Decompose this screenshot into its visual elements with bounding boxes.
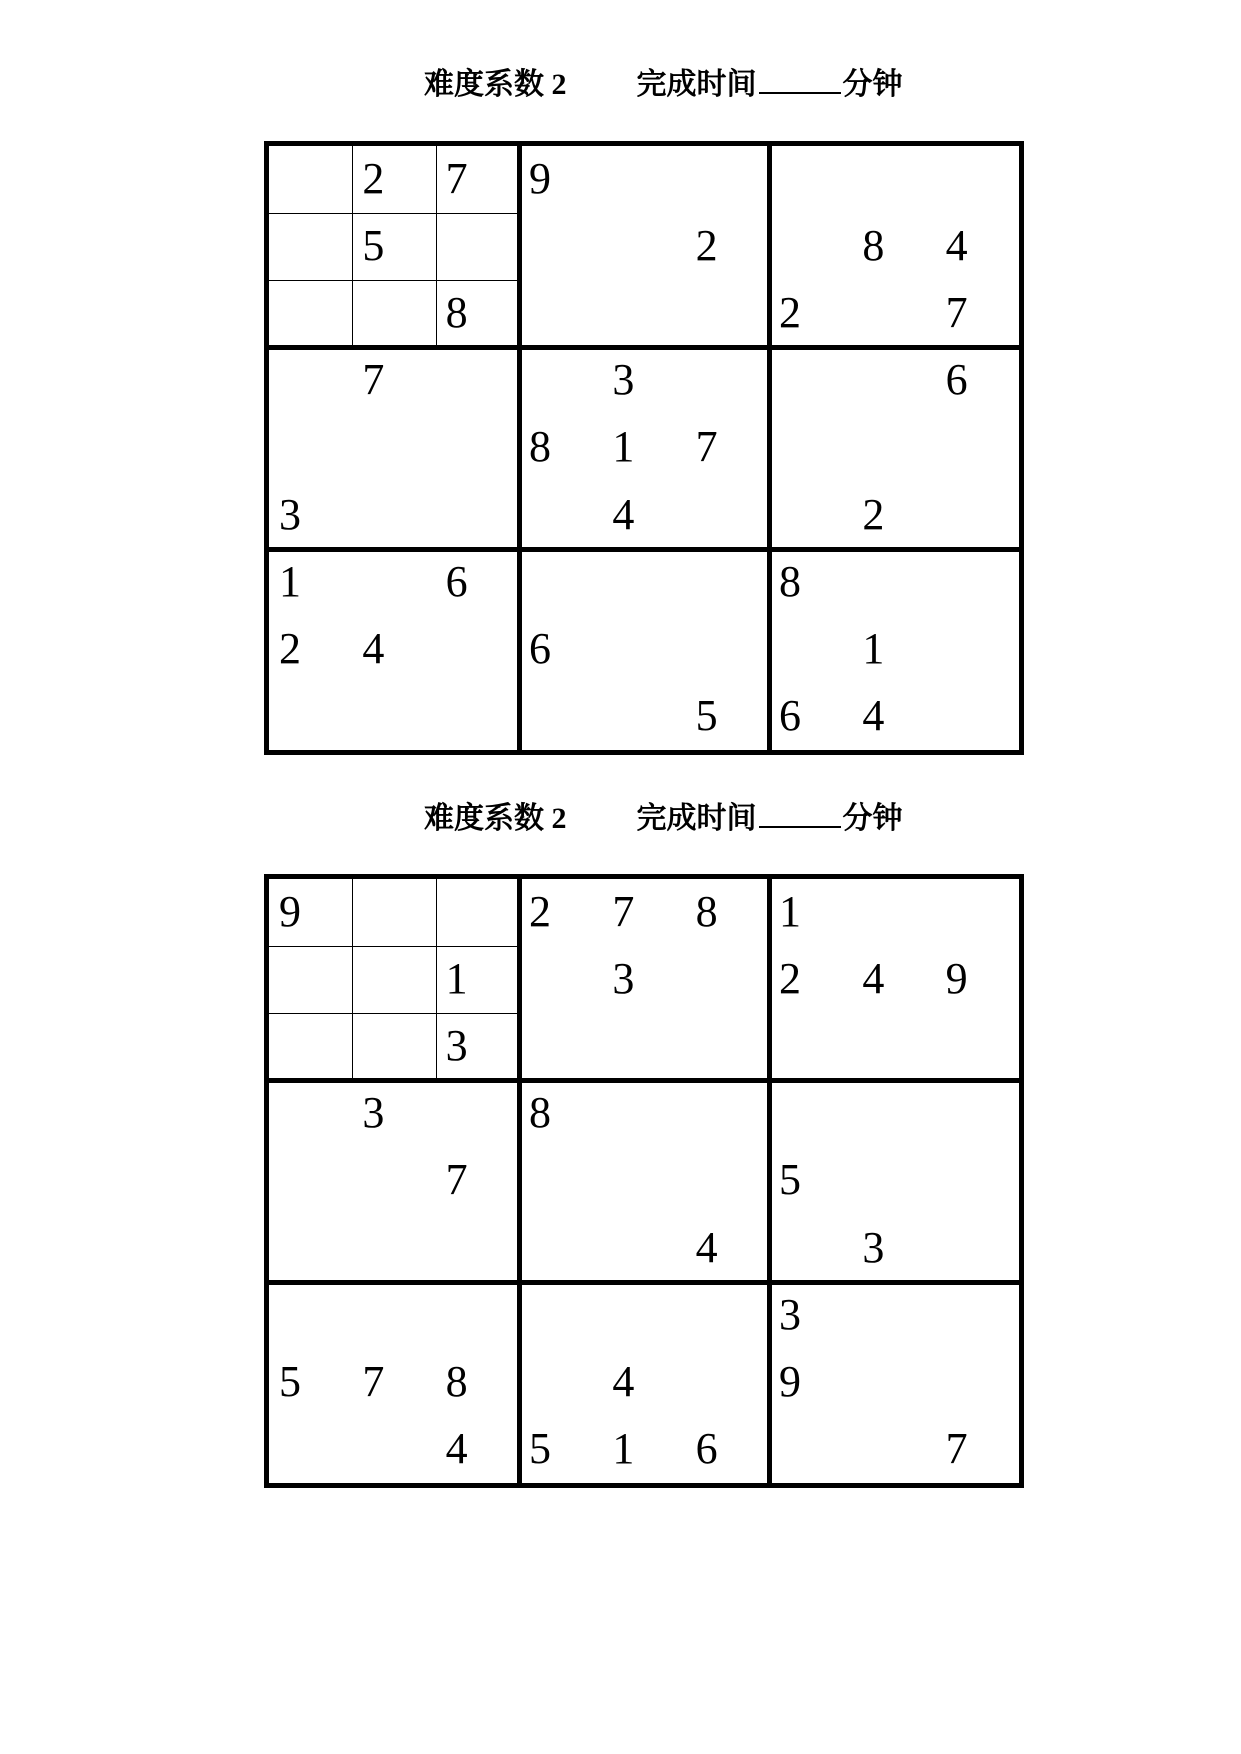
empty-cell[interactable] (936, 1080, 1019, 1147)
empty-cell[interactable] (519, 482, 602, 549)
empty-cell[interactable] (519, 280, 602, 347)
empty-cell[interactable] (686, 146, 769, 213)
empty-cell[interactable] (519, 1013, 602, 1080)
empty-cell[interactable] (269, 280, 352, 347)
empty-cell[interactable] (852, 1416, 935, 1483)
puzzle-header-2 (424, 796, 903, 836)
empty-cell[interactable] (769, 146, 852, 213)
empty-cell[interactable] (852, 347, 935, 414)
empty-cell[interactable] (602, 213, 685, 280)
empty-cell[interactable] (602, 1215, 685, 1282)
empty-cell[interactable] (936, 146, 1019, 213)
empty-cell[interactable] (602, 1147, 685, 1214)
given-digit-cell[interactable]: 1 (279, 556, 301, 606)
empty-cell[interactable] (519, 549, 602, 616)
empty-cell[interactable] (269, 213, 352, 280)
given-digit-cell[interactable]: 4 (612, 1356, 635, 1406)
empty-cell[interactable] (686, 616, 769, 683)
given-digit-cell[interactable]: 5 (362, 221, 385, 271)
empty-cell[interactable] (352, 683, 435, 750)
empty-cell[interactable] (269, 1416, 352, 1483)
empty-cell[interactable] (436, 347, 519, 414)
empty-cell[interactable] (852, 414, 935, 481)
empty-cell[interactable] (352, 1013, 435, 1080)
given-digit-cell[interactable]: 9 (779, 1356, 801, 1406)
empty-cell[interactable] (352, 1282, 435, 1349)
difficulty-label: 难度系数 2 (424, 802, 567, 835)
empty-cell[interactable] (686, 946, 769, 1013)
empty-cell[interactable] (352, 946, 435, 1013)
empty-cell[interactable] (769, 482, 852, 549)
given-digit-cell[interactable]: 1 (862, 623, 885, 673)
given-digit-cell[interactable]: 4 (695, 1222, 718, 1272)
empty-cell[interactable] (352, 414, 435, 481)
time-blank (759, 796, 841, 828)
empty-cell[interactable] (936, 482, 1019, 549)
given-digit-cell[interactable]: 1 (612, 1423, 635, 1473)
empty-cell[interactable] (686, 482, 769, 549)
time-label: 完成时间 (636, 802, 757, 835)
empty-cell[interactable] (936, 1215, 1019, 1282)
empty-cell[interactable] (269, 1080, 352, 1147)
empty-cell[interactable] (686, 1080, 769, 1147)
empty-cell[interactable] (769, 1416, 852, 1483)
empty-cell[interactable] (269, 414, 352, 481)
given-digit-cell[interactable]: 6 (529, 623, 551, 673)
empty-cell[interactable] (852, 879, 935, 946)
given-digit-cell[interactable]: 7 (695, 422, 718, 472)
given-digit-cell[interactable]: 3 (612, 355, 635, 405)
given-digit-cell[interactable]: 8 (445, 1356, 468, 1406)
empty-cell[interactable] (686, 1147, 769, 1214)
empty-cell[interactable] (519, 946, 602, 1013)
empty-cell[interactable] (436, 1282, 519, 1349)
given-digit-cell[interactable]: 1 (779, 887, 801, 936)
empty-cell[interactable] (686, 1282, 769, 1349)
empty-cell[interactable] (852, 1080, 935, 1147)
given-digit-cell[interactable]: 3 (445, 1021, 468, 1071)
empty-cell[interactable] (936, 414, 1019, 481)
empty-cell[interactable] (602, 616, 685, 683)
empty-cell[interactable] (602, 280, 685, 347)
empty-cell[interactable] (602, 146, 685, 213)
given-digit-cell[interactable]: 4 (862, 690, 885, 740)
empty-cell[interactable] (936, 616, 1019, 683)
time-unit: 分钟 (842, 802, 903, 835)
empty-cell[interactable] (852, 1349, 935, 1416)
given-digit-cell[interactable]: 9 (279, 887, 301, 936)
given-digit-cell[interactable]: 3 (612, 954, 635, 1004)
given-digit-cell[interactable]: 9 (945, 954, 968, 1004)
given-digit-cell[interactable]: 1 (612, 422, 635, 472)
given-digit-cell[interactable]: 7 (945, 288, 968, 338)
given-digit-cell[interactable]: 3 (862, 1222, 885, 1272)
given-digit-cell[interactable]: 8 (445, 288, 468, 338)
empty-cell[interactable] (602, 1080, 685, 1147)
empty-cell[interactable] (769, 414, 852, 481)
empty-cell[interactable] (269, 1147, 352, 1214)
empty-cell[interactable] (352, 879, 435, 946)
empty-cell[interactable] (436, 414, 519, 481)
puzzle-header-1 (424, 62, 903, 102)
empty-cell[interactable] (936, 879, 1019, 946)
empty-cell[interactable] (936, 549, 1019, 616)
given-digit-cell[interactable]: 7 (362, 355, 385, 405)
given-digit-cell[interactable]: 3 (279, 489, 301, 539)
given-digit-cell[interactable]: 2 (529, 887, 551, 936)
empty-cell[interactable] (686, 280, 769, 347)
given-digit-cell[interactable]: 2 (695, 221, 718, 271)
difficulty-label: 难度系数 2 (424, 68, 567, 101)
empty-cell[interactable] (852, 146, 935, 213)
given-digit-cell[interactable]: 7 (362, 1356, 385, 1406)
given-digit-cell[interactable]: 8 (529, 422, 551, 472)
given-digit-cell[interactable]: 1 (445, 954, 468, 1004)
empty-cell[interactable] (686, 549, 769, 616)
empty-cell[interactable] (852, 280, 935, 347)
given-digit-cell[interactable]: 7 (445, 154, 468, 203)
empty-cell[interactable] (769, 213, 852, 280)
empty-cell[interactable] (852, 549, 935, 616)
given-digit-cell[interactable]: 2 (362, 154, 385, 203)
empty-cell[interactable] (269, 1215, 352, 1282)
empty-cell[interactable] (769, 1013, 852, 1080)
given-digit-cell[interactable]: 3 (362, 1088, 385, 1138)
empty-cell[interactable] (769, 1215, 852, 1282)
empty-cell[interactable] (936, 683, 1019, 750)
sudoku-grid-1 (264, 141, 1024, 755)
empty-cell[interactable] (269, 146, 352, 213)
time-unit: 分钟 (842, 68, 903, 101)
given-digit-cell[interactable]: 9 (529, 154, 551, 203)
empty-cell[interactable] (269, 1282, 352, 1349)
given-digit-cell[interactable]: 2 (862, 489, 885, 539)
empty-cell[interactable] (436, 213, 519, 280)
empty-cell[interactable] (686, 1013, 769, 1080)
given-digit-cell[interactable]: 5 (779, 1155, 801, 1205)
empty-cell[interactable] (936, 1349, 1019, 1416)
given-digit-cell[interactable]: 4 (612, 489, 635, 539)
given-digit-cell[interactable]: 8 (862, 221, 885, 271)
given-digit-cell[interactable]: 5 (529, 1423, 551, 1473)
given-digit-cell[interactable]: 6 (445, 556, 468, 606)
given-digit-cell[interactable]: 7 (612, 887, 635, 936)
empty-cell[interactable] (519, 1349, 602, 1416)
empty-cell[interactable] (436, 1215, 519, 1282)
empty-cell[interactable] (436, 1080, 519, 1147)
empty-cell[interactable] (936, 1282, 1019, 1349)
empty-cell[interactable] (936, 1147, 1019, 1214)
empty-cell[interactable] (602, 1282, 685, 1349)
empty-cell[interactable] (436, 482, 519, 549)
empty-cell[interactable] (269, 1013, 352, 1080)
given-digit-cell[interactable]: 2 (279, 623, 301, 673)
empty-cell[interactable] (602, 549, 685, 616)
given-digit-cell[interactable]: 2 (779, 288, 801, 338)
empty-cell[interactable] (602, 1013, 685, 1080)
given-digit-cell[interactable]: 4 (445, 1423, 468, 1473)
sudoku-grid-2 (264, 874, 1024, 1488)
empty-cell[interactable] (769, 616, 852, 683)
empty-cell[interactable] (852, 1013, 935, 1080)
given-digit-cell[interactable]: 7 (945, 1423, 968, 1473)
given-digit-cell[interactable]: 6 (945, 355, 968, 405)
given-digit-cell[interactable]: 6 (695, 1423, 718, 1473)
empty-cell[interactable] (519, 683, 602, 750)
empty-cell[interactable] (936, 1013, 1019, 1080)
given-digit-cell[interactable]: 4 (945, 221, 968, 271)
empty-cell[interactable] (436, 683, 519, 750)
empty-cell[interactable] (769, 347, 852, 414)
given-digit-cell[interactable]: 4 (362, 623, 385, 673)
empty-cell[interactable] (519, 1282, 602, 1349)
empty-cell[interactable] (686, 347, 769, 414)
given-digit-cell[interactable]: 5 (695, 690, 718, 740)
empty-cell[interactable] (352, 482, 435, 549)
given-digit-cell[interactable]: 6 (779, 690, 801, 740)
empty-cell[interactable] (686, 1349, 769, 1416)
empty-cell[interactable] (269, 347, 352, 414)
given-digit-cell[interactable]: 5 (279, 1356, 301, 1406)
empty-cell[interactable] (269, 683, 352, 750)
empty-cell[interactable] (352, 549, 435, 616)
empty-cell[interactable] (352, 1215, 435, 1282)
empty-cell[interactable] (602, 683, 685, 750)
given-digit-cell[interactable]: 8 (779, 556, 801, 606)
empty-cell[interactable] (852, 1147, 935, 1214)
empty-cell[interactable] (436, 879, 519, 946)
empty-cell[interactable] (352, 1147, 435, 1214)
given-digit-cell[interactable]: 8 (695, 887, 718, 936)
empty-cell[interactable] (519, 213, 602, 280)
given-digit-cell[interactable]: 8 (529, 1088, 551, 1138)
given-digit-cell[interactable]: 4 (862, 954, 885, 1004)
empty-cell[interactable] (519, 1215, 602, 1282)
empty-cell[interactable] (519, 347, 602, 414)
given-digit-cell[interactable]: 3 (779, 1289, 801, 1339)
empty-cell[interactable] (769, 1080, 852, 1147)
time-blank (759, 62, 841, 94)
given-digit-cell[interactable]: 7 (445, 1155, 468, 1205)
given-digit-cell[interactable]: 2 (779, 954, 801, 1004)
empty-cell[interactable] (436, 616, 519, 683)
empty-cell[interactable] (269, 946, 352, 1013)
empty-cell[interactable] (352, 280, 435, 347)
time-label: 完成时间 (636, 68, 757, 101)
empty-cell[interactable] (352, 1416, 435, 1483)
empty-cell[interactable] (519, 1147, 602, 1214)
empty-cell[interactable] (852, 1282, 935, 1349)
